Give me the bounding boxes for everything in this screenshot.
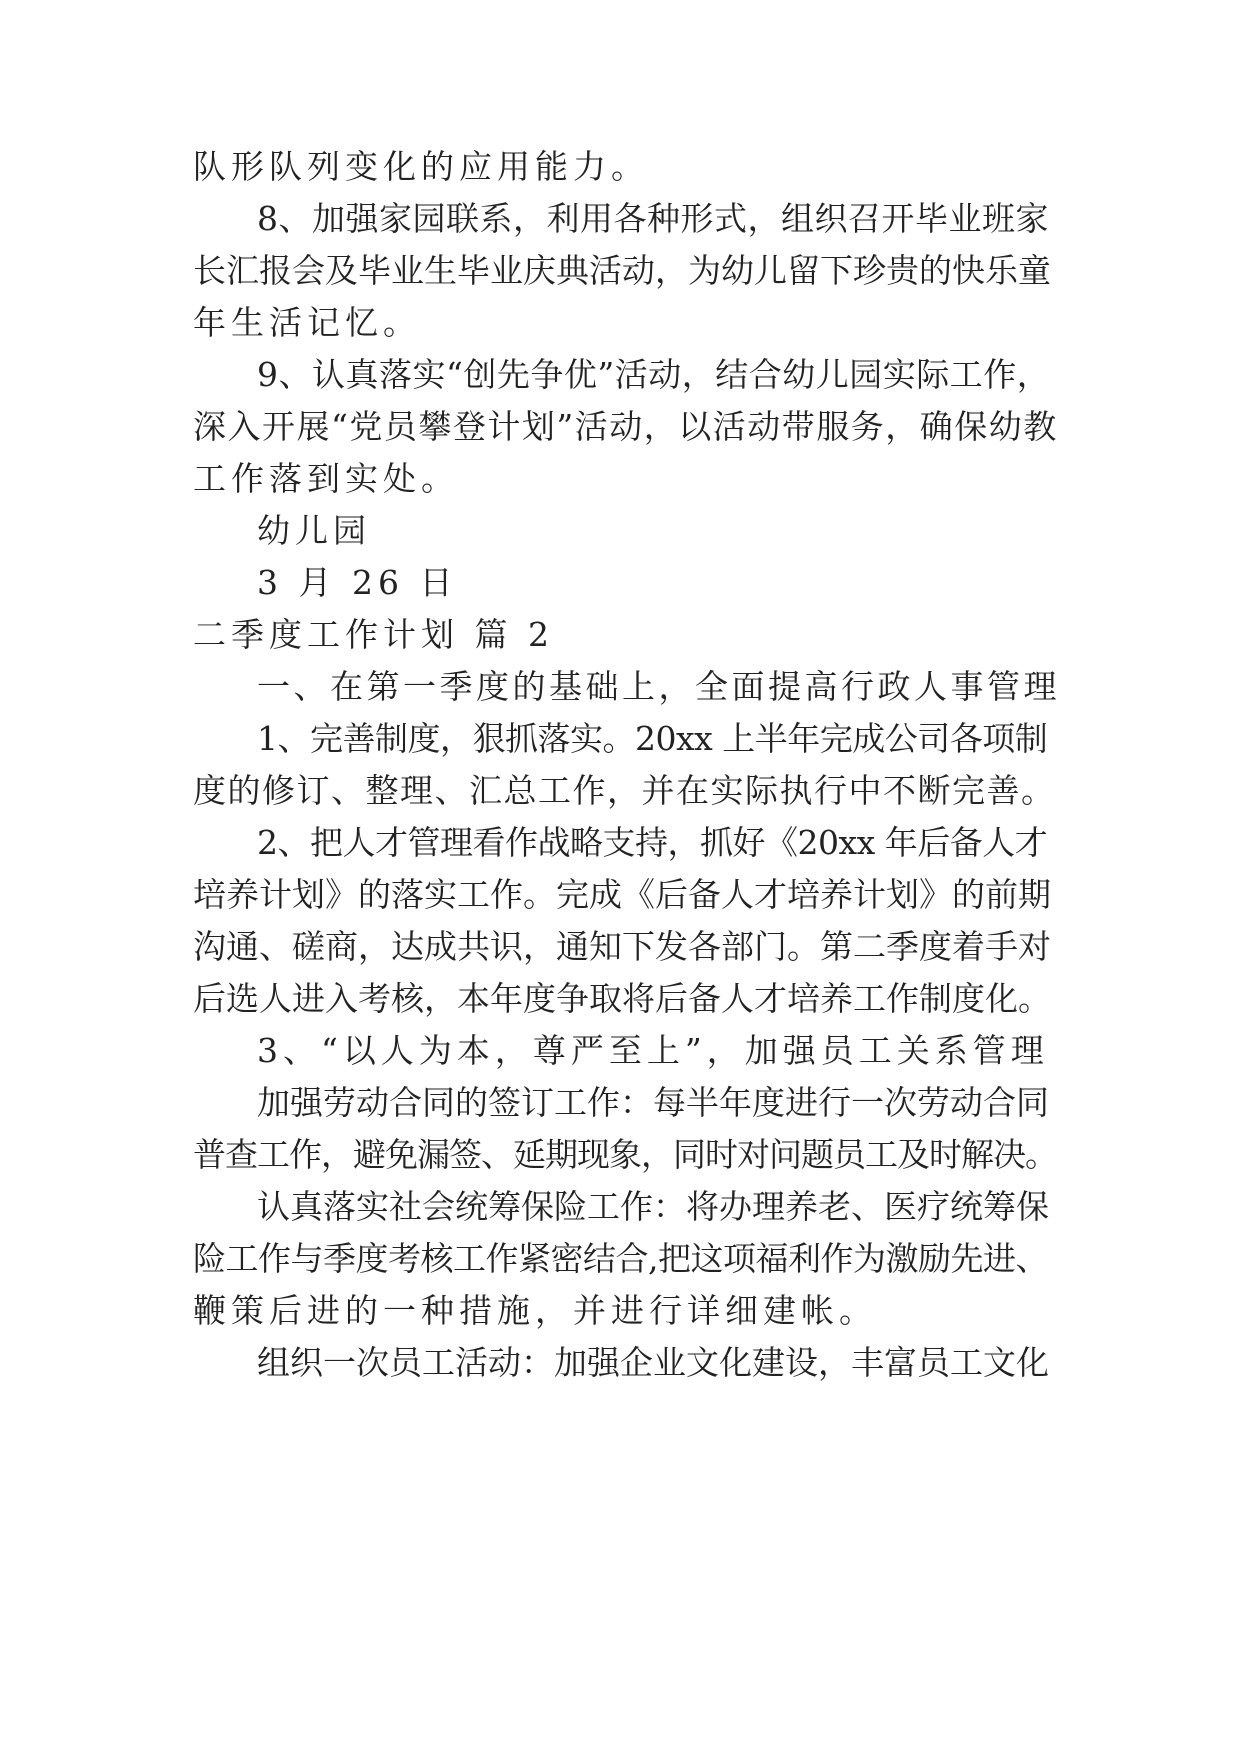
text-line: 年生活记忆。	[193, 303, 421, 342]
text-line: 工作落到实处。	[193, 459, 459, 498]
text-line: 深入开展“党员攀登计划”活动，以活动带服务，确保幼教	[193, 407, 1058, 446]
text-line: 后选人进入考核，本年度争取将后备人才培养工作制度化。	[193, 979, 1051, 1018]
section-heading: 二季度工作计划 篇 2	[193, 615, 554, 654]
text-line: 队形队列变化的应用能力。	[193, 147, 649, 186]
signature-organization: 幼儿园	[257, 511, 371, 550]
text-line: 沟通、磋商，达成共识，通知下发各部门。第二季度着手对	[193, 927, 1051, 966]
text-line: 3、“以人为本，尊严至上”，加强员工关系管理	[257, 1031, 1049, 1070]
text-line: 组织一次员工活动：加强企业文化建设，丰富员工文化	[257, 1343, 1049, 1382]
text-line: 9、认真落实“创先争优”活动，结合幼儿园实际工作，	[257, 355, 1051, 394]
text-line: 鞭策后进的一种措施，并进行详细建帐。	[193, 1291, 877, 1330]
text-line: 加强劳动合同的签订工作：每半年度进行一次劳动合同	[257, 1083, 1049, 1122]
signature-date: 3 月 26 日	[257, 563, 458, 602]
text-line: 2、把人才管理看作战略支持，抓好《20xx 年后备人才	[257, 823, 1048, 862]
text-line: 长汇报会及毕业生毕业庆典活动，为幼儿留下珍贵的快乐童	[193, 251, 1051, 290]
text-line: 8、加强家园联系，利用各种形式，组织召开毕业班家	[257, 199, 1049, 238]
text-line: 险工作与季度考核工作紧密结合,把这项福利作为激励先进、	[193, 1239, 1048, 1278]
text-line: 一、在第一季度的基础上，全面提高行政人事管理	[257, 667, 1060, 706]
text-line: 认真落实社会统筹保险工作：将办理养老、医疗统筹保	[257, 1187, 1049, 1226]
text-line: 培养计划》的落实工作。完成《后备人才培养计划》的前期	[193, 875, 1051, 914]
text-line: 1、完善制度，狠抓落实。20xx 上半年完成公司各项制	[257, 719, 1048, 758]
text-line: 普查工作，避免漏签、延期现象，同时对问题员工及时解决。	[193, 1135, 1057, 1174]
text-line: 度的修订、整理、汇总工作，并在实际执行中不断完善。	[193, 771, 1056, 810]
